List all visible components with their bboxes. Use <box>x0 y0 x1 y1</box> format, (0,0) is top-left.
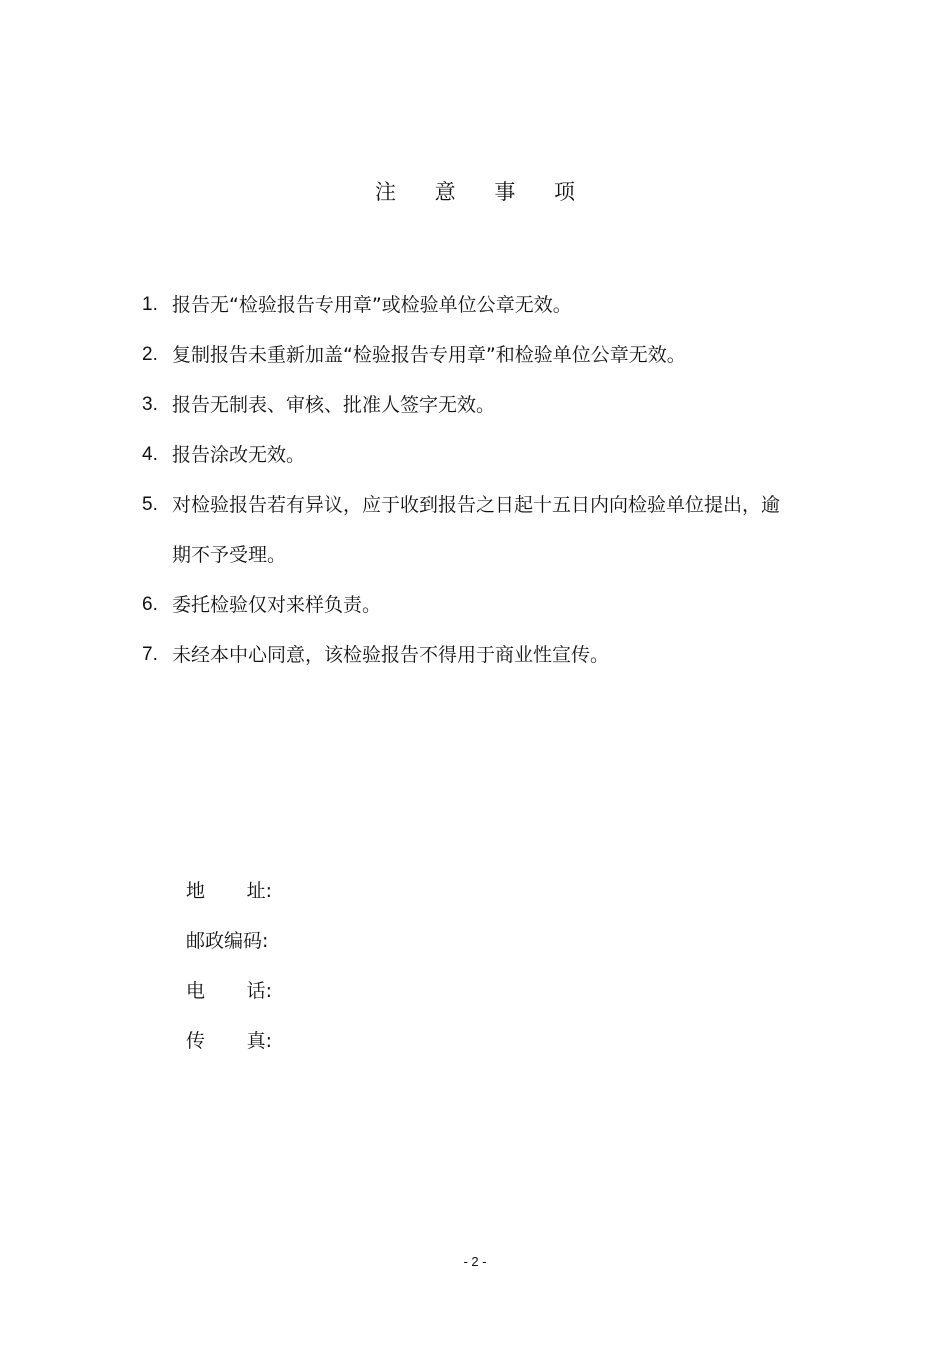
fax-label: 传 真: <box>186 1030 272 1052</box>
address-label: 地 址: <box>186 880 272 902</box>
item-text: 未经本中心同意，该检验报告不得用于商业性宣传。 <box>172 644 610 666</box>
fax-row <box>186 1016 272 1066</box>
phone-label: 电 话: <box>186 980 272 1002</box>
item-text: 报告涂改无效。 <box>172 444 306 466</box>
item-number: 5. <box>142 494 158 515</box>
item-number: 6. <box>142 594 158 615</box>
list-item <box>142 630 782 680</box>
address-row <box>186 866 272 916</box>
list-item <box>142 380 782 430</box>
title-char: 事 <box>494 180 516 204</box>
item-number: 1. <box>142 294 158 315</box>
item-text: 对检验报告若有异议，应于收到报告之日起十五日内向检验单位提出，逾期不予受理。 <box>172 494 781 566</box>
title-char: 意 <box>434 180 456 204</box>
list-item <box>142 480 787 580</box>
phone-row <box>186 966 272 1016</box>
postal-code-row <box>186 916 272 966</box>
item-number: 2. <box>142 344 158 365</box>
item-number: 3. <box>142 394 158 415</box>
contact-block <box>186 866 272 1066</box>
item-text: 报告无“检验报告专用章”或检验单位公章无效。 <box>172 294 572 316</box>
title-char: 项 <box>554 180 576 204</box>
list-item <box>142 430 782 480</box>
notice-list <box>142 280 782 680</box>
list-item <box>142 280 782 330</box>
item-text: 委托检验仅对来样负责。 <box>172 594 382 616</box>
item-number: 4. <box>142 444 158 465</box>
list-item <box>142 330 782 380</box>
page-title <box>0 176 950 206</box>
list-item <box>142 580 782 630</box>
item-text: 报告无制表、审核、批准人签字无效。 <box>172 394 496 416</box>
page-number: - 2 - <box>463 1254 487 1269</box>
title-char: 注 <box>374 180 396 204</box>
item-text: 复制报告未重新加盖“检验报告专用章”和检验单位公章无效。 <box>172 344 686 366</box>
postal-code-label: 邮政编码: <box>186 930 269 952</box>
item-number: 7. <box>142 644 158 665</box>
